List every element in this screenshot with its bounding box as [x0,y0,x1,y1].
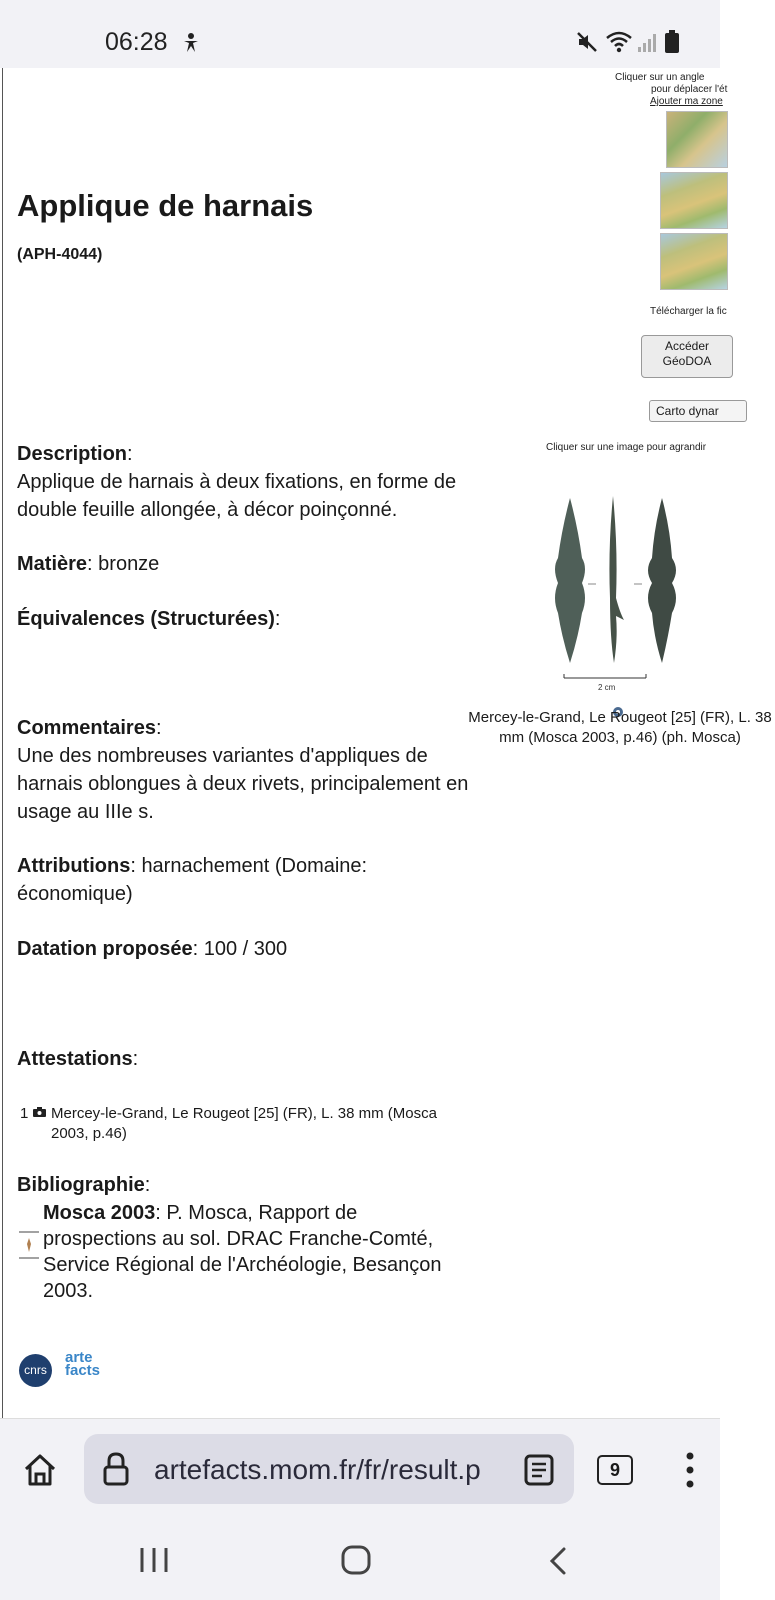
wifi-icon [605,30,633,54]
attestations-section: Attestations: [17,1048,139,1070]
map-hint-line2: pour déplacer l'ét [651,84,728,95]
status-bar [0,0,720,68]
attestation-text: Mercey-le-Grand, Le Rougeot [25] (FR), L. 38 mm (Mosca 2003, p.46) [51,1105,437,1142]
artefacts-logo[interactable] [65,1351,103,1391]
page-title: Applique de harnais [17,188,314,223]
address-bar[interactable] [84,1434,574,1504]
attestations-label: Attestations [17,1048,133,1070]
biblio-text: P. Mosca, Rapport de prospections au sol. DRAC Franche-Comté, Service Régional de l'Archéologie, Besançon 2003. [43,1202,442,1302]
artifact-photo[interactable] [540,488,700,698]
geodoa-label-1: Accéder [664,339,710,353]
equivalences-section: Équivalences (Structurées): [17,608,281,630]
commentaires-label: Commentaires [17,717,156,739]
bibliographie-section: Bibliographie: [17,1174,151,1196]
system-nav-bar [0,1520,720,1600]
attestation-number: 1 [20,1105,29,1122]
more-menu-icon[interactable] [684,1452,696,1488]
page-left-border [2,68,3,1418]
accessibility-icon [180,32,202,54]
tab-count-button[interactable]: 9 [597,1455,633,1485]
download-link[interactable]: Télécharger la fic [650,306,727,317]
map-thumbnail-1[interactable] [666,111,728,168]
bibliography-entry: Mosca 2003: P. Mosca, Rapport de prospections au sol. DRAC Franche-Comté, Service Régional de l'Archéologie, Besançon 2003. [43,1202,442,1302]
biblio-author: Mosca 2003 [43,1202,156,1224]
camera-icon[interactable] [33,1107,46,1117]
datation-label: Datation proposée [17,938,193,960]
image-hint: Cliquer sur une image pour agrandir [546,442,707,453]
battery-icon [664,30,680,54]
web-page[interactable] [0,68,772,1418]
recent-apps-icon[interactable] [138,1546,170,1574]
bibliography-icon [19,1230,41,1260]
geodoa-label-2: GéoDOA [662,354,712,368]
status-time: 06:28 [105,28,168,56]
back-icon[interactable] [548,1546,568,1576]
commentaires-text: Une des nombreuses variantes d'appliques de harnais oblongues à deux rivets, principalement en usage au IIIe s. [17,745,469,823]
mute-icon [575,30,599,54]
attestation-row[interactable] [20,1104,470,1144]
attributions-label: Attributions [17,855,131,877]
map-hint-line1: Cliquer sur un angle [615,72,705,83]
map-thumbnail-3[interactable] [660,233,728,290]
attributions-section: Attributions: harnachement (Domaine: économique) [17,855,368,905]
datation-value: 100 / 300 [203,938,288,960]
bibliographie-label: Bibliographie [17,1174,145,1196]
geodoa-button[interactable] [641,335,733,378]
attributions-value: harnachement (Domaine: économique) [17,855,368,905]
record-reference: (APH-4044) [17,246,103,263]
home-nav-icon[interactable] [340,1544,372,1576]
matiere-value: bronze [98,553,160,575]
datation-section: Datation proposée: 100 / 300 [17,938,288,960]
scale-label: 2 cm [598,683,616,692]
description-section: Description: Applique de harnais à deux fixations, en forme de double feuille allongée, à décor poinçonné. [17,443,457,521]
signal-icon [637,30,659,54]
home-icon[interactable] [22,1452,58,1488]
equivalences-label: Équivalences (Structurées) [17,608,275,630]
matiere-label: Matière [17,553,88,575]
commentaires-section: Commentaires: Une des nombreuses variantes d'appliques de harnais oblongues à deux rivets, principalement en usage au IIIe s. [17,717,469,823]
matiere-section: Matière: bronze [17,553,160,575]
browser-toolbar [0,1418,720,1521]
add-zone-link[interactable]: Ajouter ma zone [650,96,723,107]
cnrs-logo-text: cnrs [24,1363,47,1377]
artefacts-logo-text: arte facts [65,1349,101,1379]
description-text: Applique de harnais à deux fixations, en forme de double feuille allongée, à décor poinçonné. [17,471,457,521]
lock-icon[interactable] [102,1451,130,1487]
description-label: Description [17,443,128,465]
map-thumbnail-2[interactable] [660,172,728,229]
reader-mode-icon[interactable] [524,1454,554,1486]
image-caption: Mercey-le-Grand, Le Rougeot [25] (FR), L. 38 mm (Mosca 2003, p.46) (ph. Mosca) [468,709,772,746]
carto-dynamique-button[interactable]: Carto dynar [649,400,747,422]
cnrs-logo[interactable] [19,1354,52,1387]
url-text[interactable]: artefacts.mom.fr/fr/result.p [154,1454,481,1485]
